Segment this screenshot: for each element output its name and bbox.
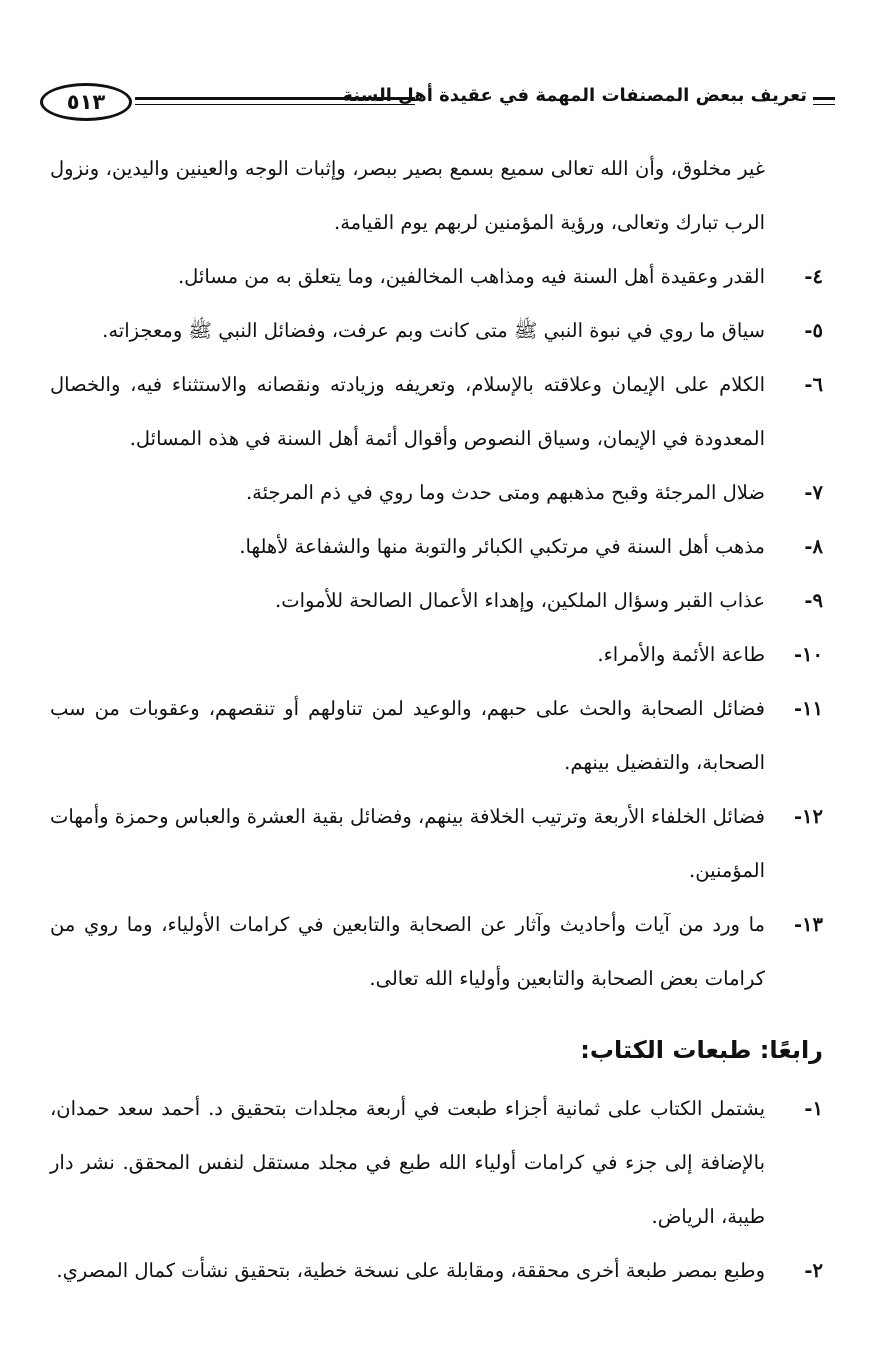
item-number: ١١- — [793, 697, 823, 720]
edition-item — [50, 1244, 823, 1298]
list-item — [50, 790, 823, 898]
list-item — [50, 520, 823, 574]
running-title: تعريف ببعض المصنفات المهمة في عقيدة أهل السنة — [342, 85, 807, 106]
item-number: ٩- — [804, 589, 823, 612]
item-text: طاعة الأئمة والأمراء. — [597, 643, 765, 666]
item-number: ٤- — [804, 265, 823, 288]
header-rule — [813, 104, 835, 105]
item-number: ١- — [804, 1097, 823, 1120]
list-item — [50, 628, 823, 682]
item-text: فضائل الصحابة والحث على حبهم، والوعيد لمن تناولهم أو تنقصهم، وعقوبات من سب الصحابة، والتفضيل بينهم. — [50, 697, 765, 774]
continuation-paragraph: غير مخلوق، وأن الله تعالى سميع بسمع بصير ببصر، وإثبات الوجه والعينين واليدين، ونزول الرب تبارك وتعالى، ورؤية المؤمنين لربهم يوم القيامة. — [50, 157, 765, 234]
item-text: ضلال المرجئة وقبح مذهبهم ومتى حدث وما روي في ذم المرجئة. — [245, 481, 765, 504]
running-header — [40, 80, 835, 130]
item-number: ٨- — [804, 535, 823, 558]
item-text: وطبع بمصر طبعة أخرى محققة، ومقابلة على نسخة خطية، بتحقيق نشأت كمال المصري. — [56, 1259, 765, 1282]
header-rule — [813, 97, 835, 100]
item-text: يشتمل الكتاب على ثمانية أجزاء طبعت في أربعة مجلدات بتحقيق د. أحمد سعد حمدان، بالإضافة إلى جزء في كرامات أولياء الله طبع في مجلد مستقل لنفس المحقق. نشر دار طيبة، الرياض. — [50, 1097, 765, 1228]
item-number: ٧- — [804, 481, 823, 504]
list-item — [50, 358, 823, 466]
edition-item — [50, 1082, 823, 1244]
list-item — [50, 304, 823, 358]
item-text: سياق ما روي في نبوة النبي ﷺ متى كانت وبم عرفت، وفضائل النبي ﷺ ومعجزاته. — [102, 319, 765, 342]
item-number: ٢- — [804, 1259, 823, 1282]
item-number: ٥- — [804, 319, 823, 342]
item-number: ١٢- — [793, 805, 823, 828]
item-number: ١٠- — [793, 643, 823, 666]
list-item — [50, 898, 823, 1006]
item-number: ٦- — [804, 373, 823, 396]
item-text: الكلام على الإيمان وعلاقته بالإسلام، وتعريفه وزيادته ونقصانه والاستثناء فيه، والخصال المعدودة في الإيمان، وسياق النصوص وأقوال أئمة أهل السنة في هذه المسائل. — [50, 373, 765, 450]
section-heading: رابعًا: طبعات الكتاب: — [580, 1036, 823, 1064]
item-text: عذاب القبر وسؤال الملكين، وإهداء الأعمال الصالحة للأموات. — [275, 589, 765, 612]
item-text: ما ورد من آيات وأحاديث وآثار عن الصحابة والتابعين في كرامات الأولياء، وما روي من كرامات بعض الصحابة والتابعين وأولياء الله تعالى. — [50, 913, 765, 990]
page-number: ٥١٣ — [40, 83, 132, 121]
list-item — [50, 682, 823, 790]
item-text: القدر وعقيدة أهل السنة فيه ومذاهب المخالفين، وما يتعلق به من مسائل. — [177, 265, 765, 288]
list-item — [50, 574, 823, 628]
list-item — [50, 466, 823, 520]
page-body — [50, 142, 823, 1298]
item-number: ١٣- — [793, 913, 823, 936]
item-text: مذهب أهل السنة في مرتكبي الكبائر والتوبة منها والشفاعة لأهلها. — [239, 535, 765, 558]
list-item — [50, 250, 823, 304]
item-text: فضائل الخلفاء الأربعة وترتيب الخلافة بينهم، وفضائل بقية العشرة والعباس وحمزة وأمهات المؤمنين. — [50, 805, 765, 882]
